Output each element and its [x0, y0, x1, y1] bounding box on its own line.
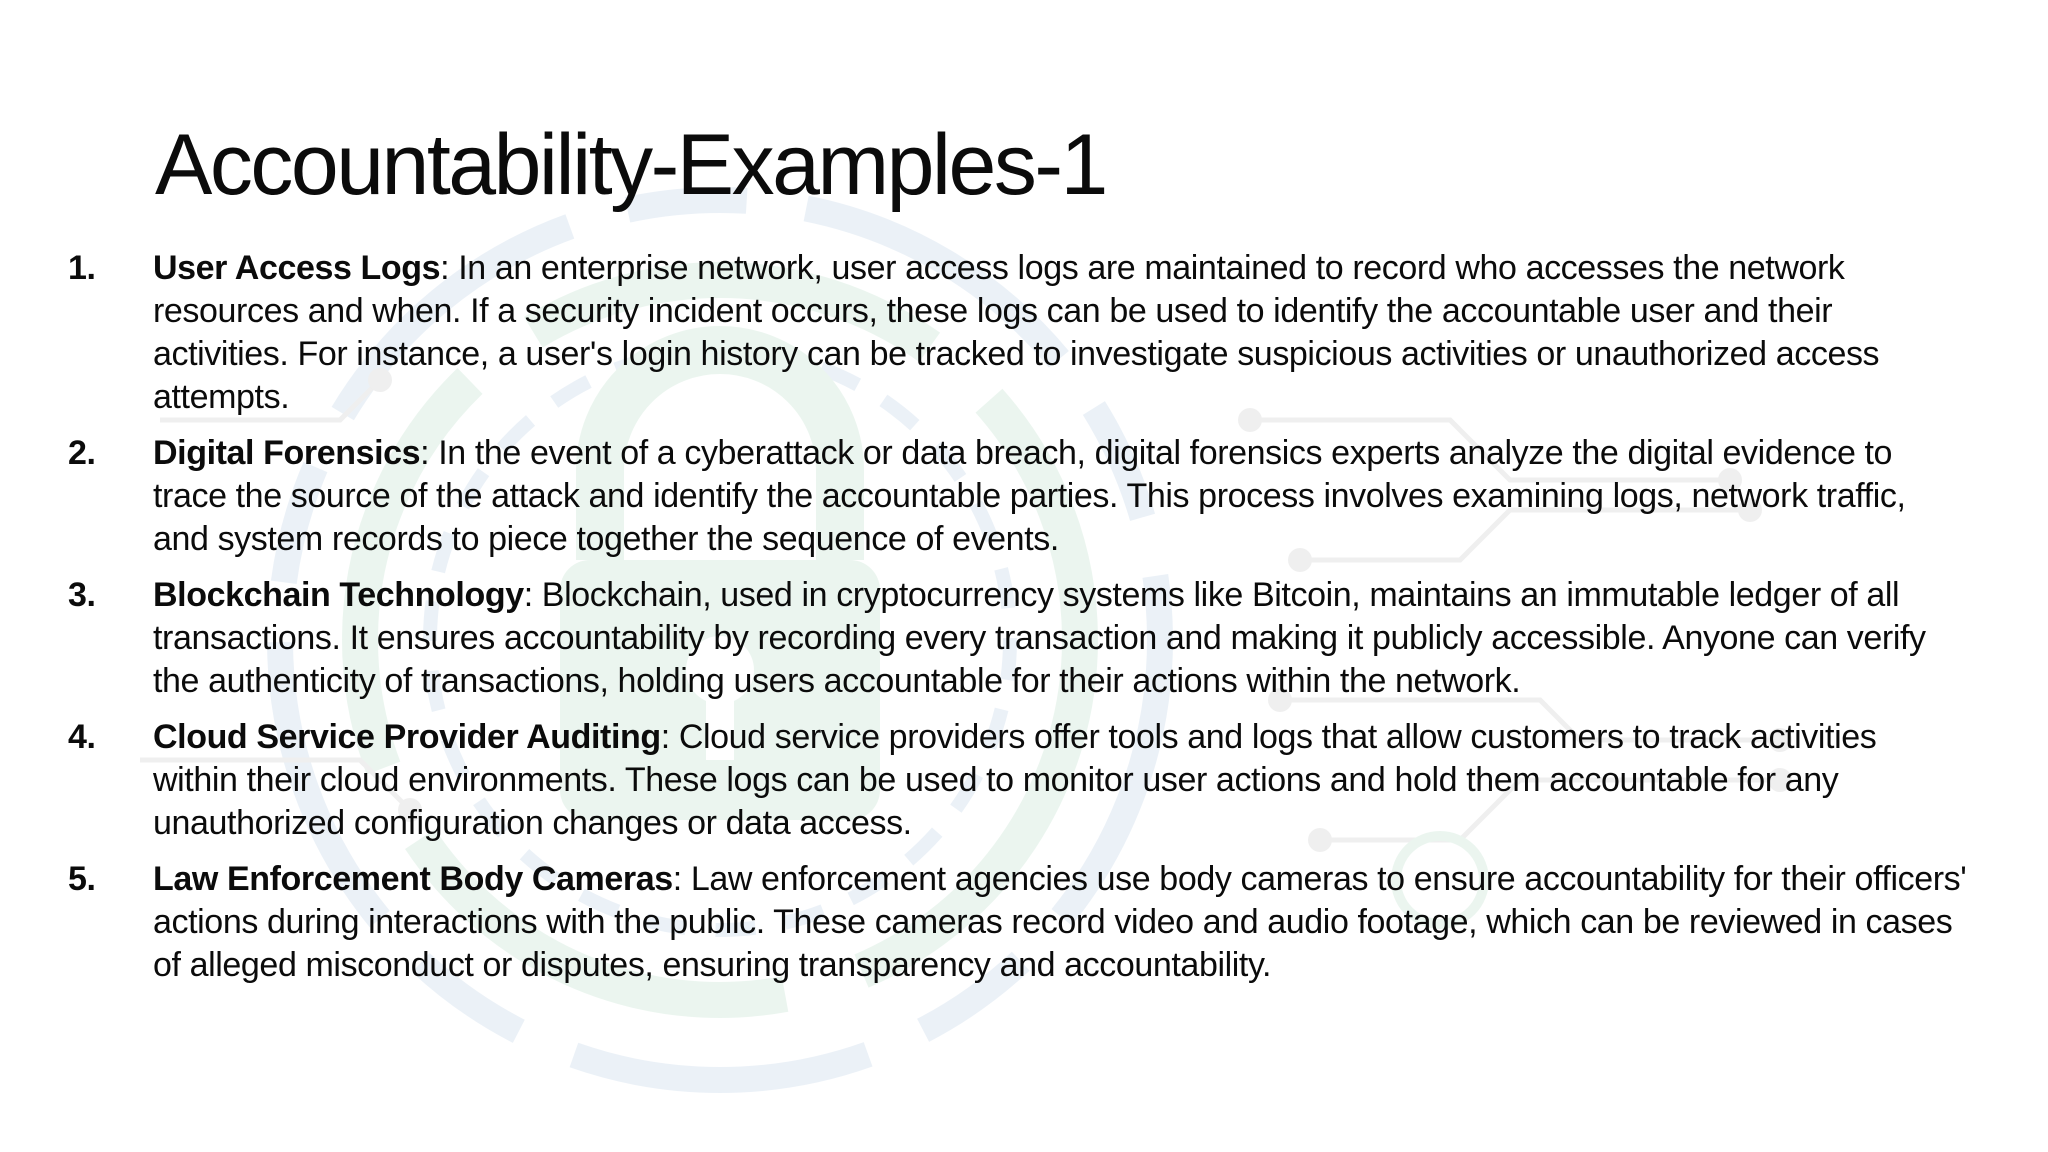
- item-number: 3.: [68, 576, 96, 614]
- list-item: [68, 247, 1968, 419]
- item-number: 2.: [68, 434, 96, 472]
- item-number: 4.: [68, 718, 96, 756]
- item-body: [153, 574, 1968, 703]
- list-item: [68, 858, 1968, 987]
- item-description: In the event of a cyberattack or data breach, digital forensics experts analyze the digital evidence to trace the source of the attack and identify the accountable parties. This process involves examining logs, network traffic, and system records to piece together the sequence of events.: [153, 434, 1906, 558]
- item-separator: :: [660, 718, 670, 756]
- item-number: 5.: [68, 860, 96, 898]
- item-description: Law enforcement agencies use body cameras to ensure accountability for their officers' actions during interactions with the public. These cameras record video and audio footage, which can be reviewed in cases of alleged misconduct or disputes, ensuring transparency and accountability.: [153, 860, 1967, 984]
- item-separator: :: [420, 434, 430, 472]
- item-description: In an enterprise network, user access logs are maintained to record who accesses the network resources and when. If a security incident occurs, these logs can be used to identify the accountable user and their activities. For instance, a user's login history can be tracked to investigate suspicious activities or unauthorized access attempts.: [153, 249, 1880, 416]
- item-separator: :: [440, 249, 450, 287]
- examples-list: [68, 247, 1968, 1000]
- item-term: Blockchain Technology: [153, 576, 524, 614]
- item-separator: :: [672, 860, 682, 898]
- item-term: Cloud Service Provider Auditing: [153, 718, 661, 756]
- item-separator: :: [523, 576, 533, 614]
- item-description: Cloud service providers offer tools and logs that allow customers to track activities within their cloud environments. These logs can be used to monitor user actions and hold them accountable for any unauthorized configuration changes or data access.: [153, 718, 1877, 842]
- slide-title: Accountability-Examples-1: [155, 117, 1106, 213]
- item-body: [153, 716, 1968, 845]
- item-number: 1.: [68, 249, 96, 287]
- item-body: [153, 858, 1968, 987]
- item-term: User Access Logs: [153, 249, 441, 287]
- item-term: Digital Forensics: [153, 434, 421, 472]
- item-term: Law Enforcement Body Cameras: [153, 860, 673, 898]
- list-item: [68, 574, 1968, 703]
- item-body: [153, 432, 1968, 561]
- list-item: [68, 716, 1968, 845]
- item-description: Blockchain, used in cryptocurrency systems like Bitcoin, maintains an immutable ledger of all transactions. It ensures accountability by recording every transaction and making it publicly accessible. Anyone can verify the authenticity of transactions, holding users accountable for their actions within the network.: [153, 576, 1926, 700]
- item-body: [153, 247, 1968, 419]
- list-item: [68, 432, 1968, 561]
